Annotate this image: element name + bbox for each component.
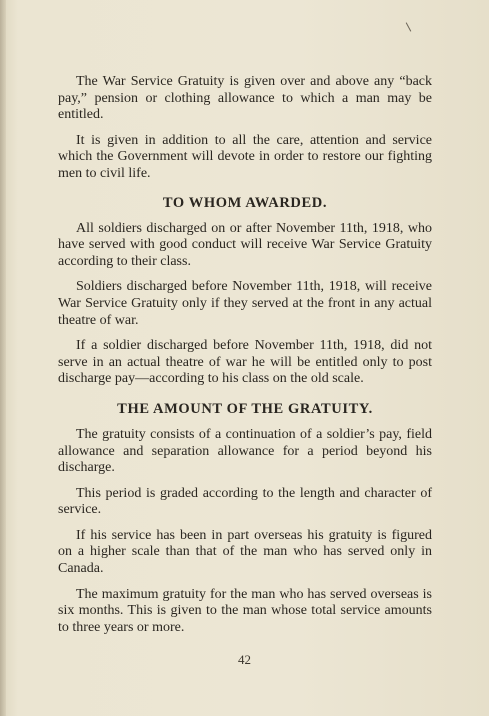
paragraph-awarded-3: If a soldier discharged before November 11th, 1918, did not serve in an actual theatre of war he will be entitled only to post discharge pay—according to his class on the old scale. bbox=[58, 338, 432, 387]
paragraph-awarded-1: All soldiers discharged on or after November 11th, 1918, who have served with good conduct will receive War Service Gratuity according to their class. bbox=[58, 220, 432, 269]
pencil-mark bbox=[406, 22, 412, 31]
paragraph-intro-1: The War Service Gratuity is given over and above any “back pay,” pension or clothing allowance to which a man may be entitled. bbox=[58, 74, 432, 123]
paragraph-amount-1: The gratuity consists of a continuation of a soldier’s pay, field allowance and separation allowance for a period beyond his discharge. bbox=[58, 426, 432, 476]
page-spine-edge bbox=[0, 0, 6, 716]
paragraph-amount-2: This period is graded according to the length and character of service. bbox=[58, 485, 432, 518]
page-body bbox=[58, 74, 432, 645]
section-heading-to-whom-awarded: TO WHOM AWARDED. bbox=[162, 194, 328, 211]
page-number: 42 bbox=[238, 652, 251, 667]
paragraph-awarded-2: Soldiers discharged before November 11th, 1918, will receive War Service Gratuity only if they served at the front in any actual theatre of war. bbox=[58, 279, 432, 328]
paragraph-intro-2: It is given in addition to all the care, attention and service which the Government will devote in order to restore our fighting men to civil life. bbox=[58, 132, 432, 181]
section-heading-amount-of-gratuity: THE AMOUNT OF THE GRATUITY. bbox=[117, 400, 373, 417]
paragraph-amount-3: If his service has been in part overseas his gratuity is figured on a higher scale than that of the man who has served only in Canada. bbox=[58, 527, 432, 577]
paragraph-amount-4: The maximum gratuity for the man who has served overseas is six months. This is given to the man whose total service amounts to three years or more. bbox=[58, 586, 432, 635]
